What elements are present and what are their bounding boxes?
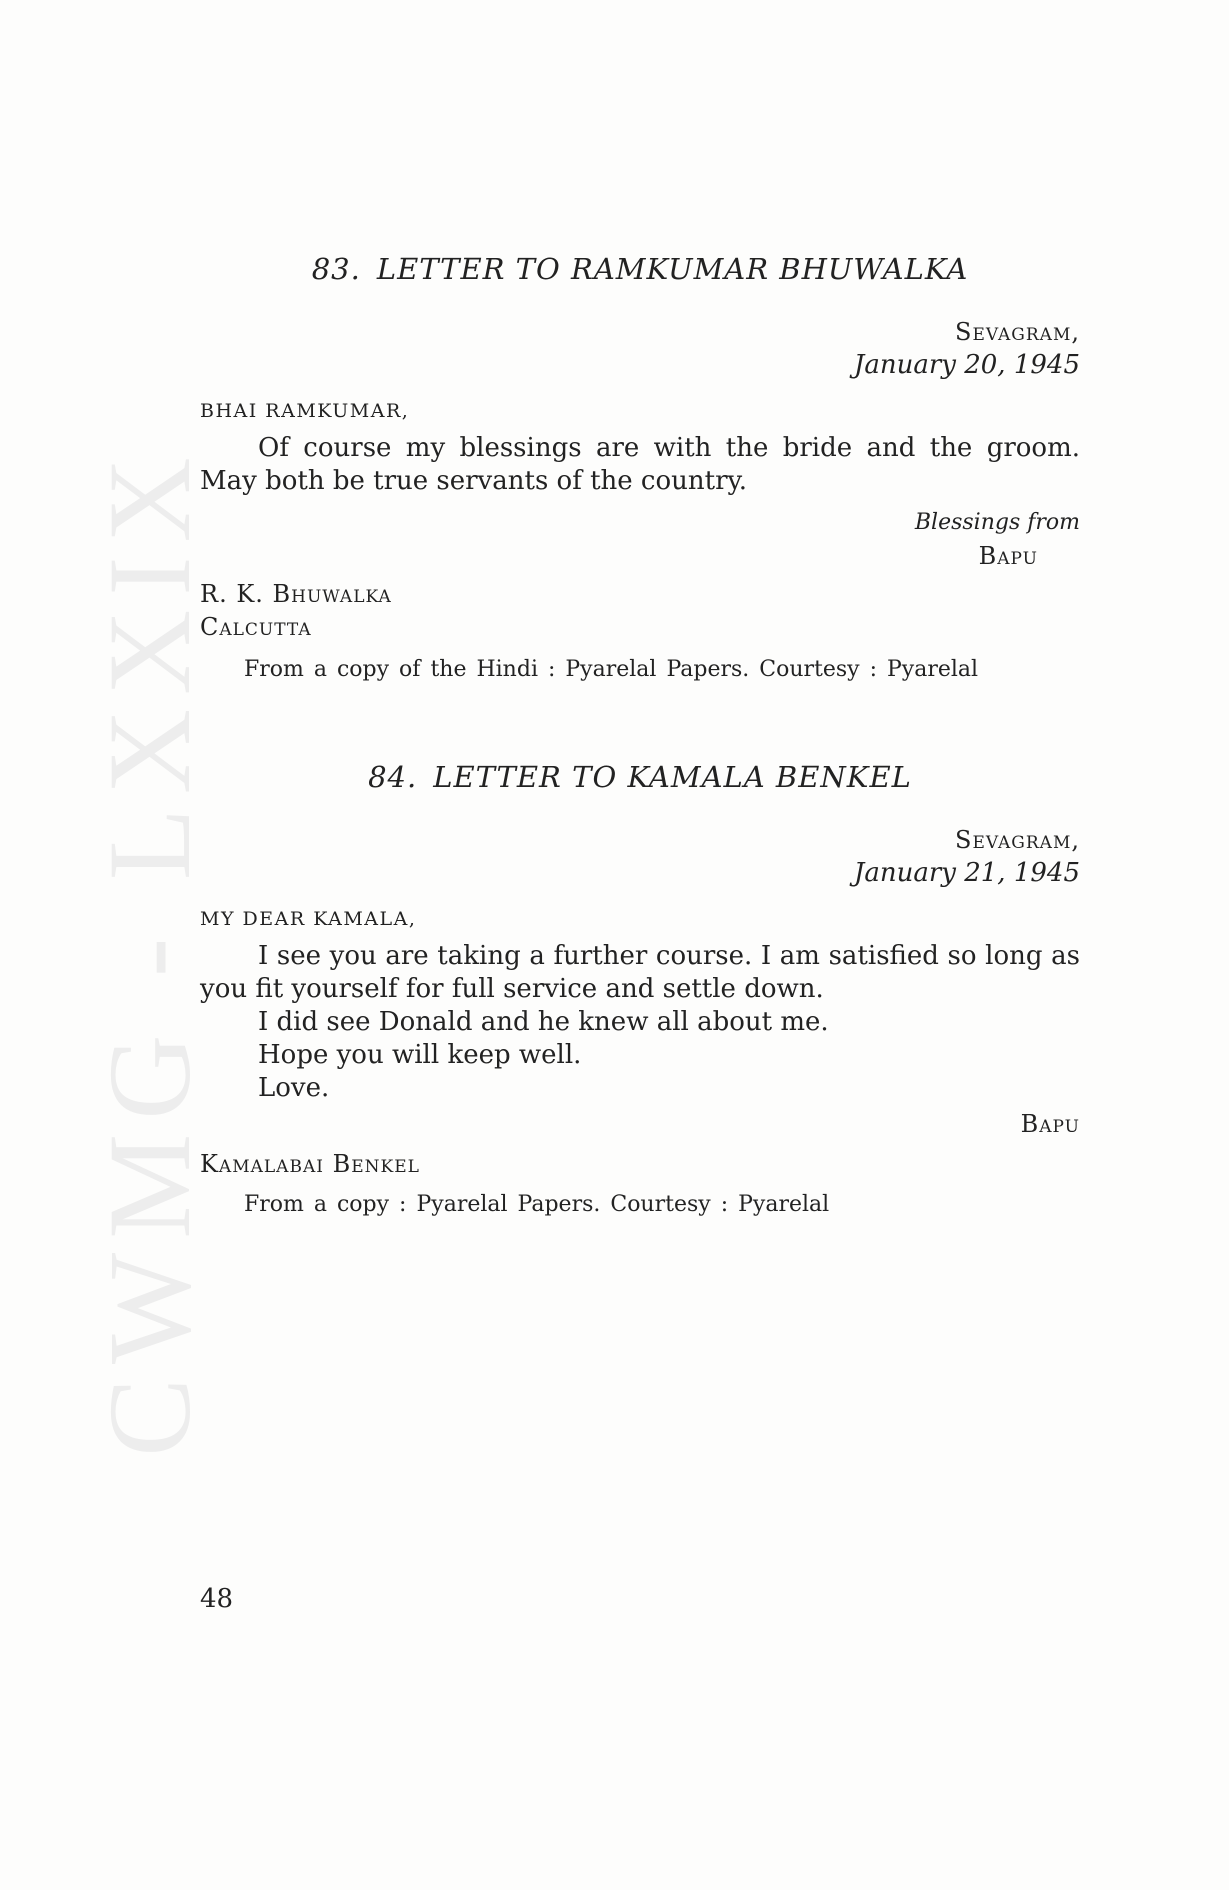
letter-83-salutation: BHAI RAMKUMAR, xyxy=(200,400,410,422)
letter-83-title: LETTER TO RAMKUMAR BHUWALKA xyxy=(376,252,969,286)
letter-83-addressee-place: Calcutta xyxy=(200,613,312,641)
letter-83-closing: Blessings from xyxy=(914,510,1080,535)
letter-83-source: From a copy of the Hindi : Pyarelal Papers. Courtesy : Pyarelal xyxy=(244,657,979,682)
letter-84-line-2: Hope you will keep well. xyxy=(258,1040,582,1070)
letter-84-title: LETTER TO KAMALA BENKEL xyxy=(433,760,912,794)
watermark-text: CWMG - LXXIX xyxy=(84,443,216,1457)
letter-84-heading xyxy=(200,760,1080,794)
letter-84-line-3: Love. xyxy=(258,1073,330,1103)
letter-84-date: January 21, 1945 xyxy=(853,858,1080,888)
letter-84-line-1: I did see Donald and he knew all about me. xyxy=(258,1007,829,1037)
letter-83-heading xyxy=(200,252,1080,286)
letter-83-number: 83. xyxy=(311,252,361,286)
letter-84-number: 84. xyxy=(368,760,418,794)
letter-84-body: I see you are taking a further course. I am satisfied so long as you fit yourself for full service and settle down. xyxy=(200,941,1080,1004)
letter-84-signature: Bapu xyxy=(1020,1110,1080,1138)
letter-83-addressee-name: R. K. Bhuwalka xyxy=(200,580,392,608)
letter-84-addressee-name: Kamalabai Benkel xyxy=(200,1150,420,1178)
letter-83-date: January 20, 1945 xyxy=(853,350,1080,380)
letter-84-place: Sevagram, xyxy=(955,826,1080,854)
letter-83-body: Of course my blessings are with the bride and the groom. May both be true servants of the country. xyxy=(200,433,1080,496)
letter-84-salutation: MY DEAR KAMALA, xyxy=(200,908,417,930)
page-number: 48 xyxy=(200,1584,234,1614)
letter-83-signature: Bapu xyxy=(978,542,1038,570)
letter-84-source: From a copy : Pyarelal Papers. Courtesy : Pyarelal xyxy=(244,1192,830,1217)
letter-83-place: Sevagram, xyxy=(955,318,1080,346)
